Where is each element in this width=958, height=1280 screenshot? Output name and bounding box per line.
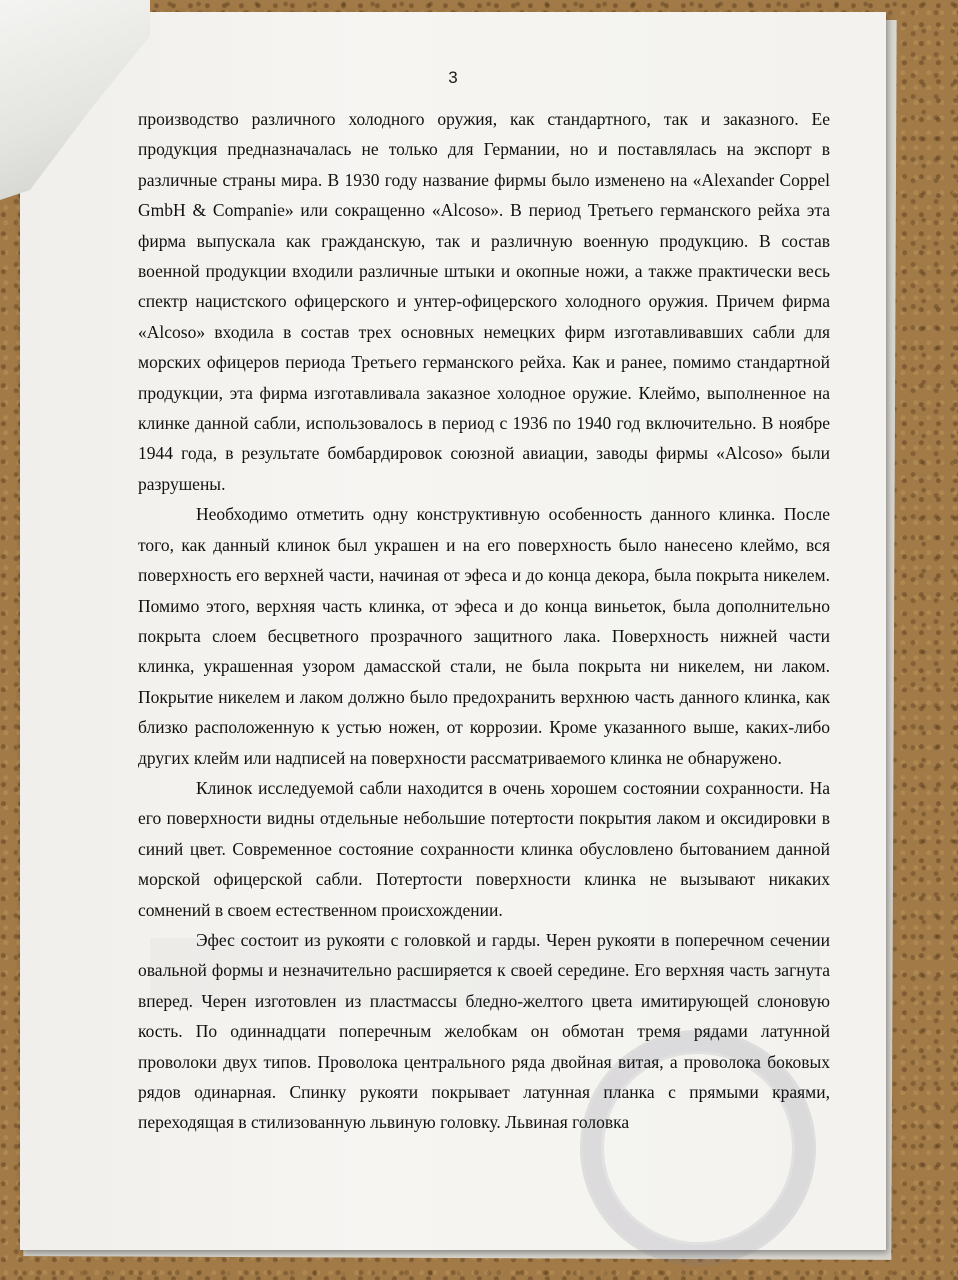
paragraph-3: Клинок исследуемой сабли находится в очень хорошем состоянии сохранности. На его поверхности видны отдельные небольшие потертости покрытия лаком и оксидировки в синий цвет. Современное состояние сохранности клинка обусловлено бытованием данной морской офицерской сабли. Потертости поверхности клинка не вызывают никаких сомнений в своем естественном происхождении. [138, 777, 830, 920]
document-page [20, 12, 886, 1250]
paragraph-1: производство различного холодного оружия, как стандартного, так и заказного. Ее продукция предназначалась не только для Германии, но и поставлялась на экспорт в различные страны мира. В 1930 году название фирмы было изменено на «Alexander Coppel GmbH & Companie» или сокращенно «Alcoso». В период Третьего германского рейха эта фирма выпускала как гражданскую, так и различную военную продукцию. В состав военной продукции входили различные штыки и окопные ножи, а также практически весь спектр нацистского офицерского и унтер-офицерского холодного оружия. Причем фирма «Alcoso» входила в состав трех основных немецких фирм изготавливавших сабли для морских офицеров периода Третьего германского рейха. Как и ранее, помимо стандартной продукции, эта фирма изготавливала заказное холодное оружие. Клеймо, выполненное на клинке данной сабли, использовалось в период с 1936 по 1940 год включительно. В ноябре 1944 года, в результате бомбардировок союзной авиации, заводы фирмы «Alcoso» были разрушены. [138, 109, 830, 494]
page-number: 3 [448, 68, 458, 87]
body-text [138, 104, 830, 1138]
paragraph-2: Необходимо отметить одну конструктивную особенность данного клинка. После того, как данный клинок был украшен и на его поверхность было нанесено клеймо, вся поверхность его верхней части, начиная от эфеса и до конца декора, была покрыта никелем. Помимо этого, верхняя часть клинка, от эфеса и до конца виньеток, была дополнительно покрыта слоем бесцветного прозрачного защитного лака. Поверхность нижней части клинка, украшенная узором дамасской стали, не была покрыта ни никелем, ни лаком. Покрытие никелем и лаком должно было предохранить верхнюю часть данного клинка, как близко расположенную к устью ножен, от коррозии. Кроме указанного выше, каких-либо других клейм или надписей на поверхности рассматриваемого клинка не обнаружено. [138, 504, 830, 768]
paragraph-4: Эфес состоит из рукояти с головкой и гарды. Черен рукояти в поперечном сечении овальной формы и незначительно расширяется к своей середине. Его верхняя часть загнута вперед. Черен изготовлен из пластмассы бледно-желтого цвета имитирующей слоновую кость. По одиннадцати поперечным желобкам он обмотан тремя рядами латунной проволоки двух типов. Проволока центрального ряда двойная витая, а проволока боковых рядов одинарная. Спинку рукояти покрывает латунная планка с прямыми краями, переходящая в стилизованную львиную головку. Львиная головка [138, 929, 830, 1133]
